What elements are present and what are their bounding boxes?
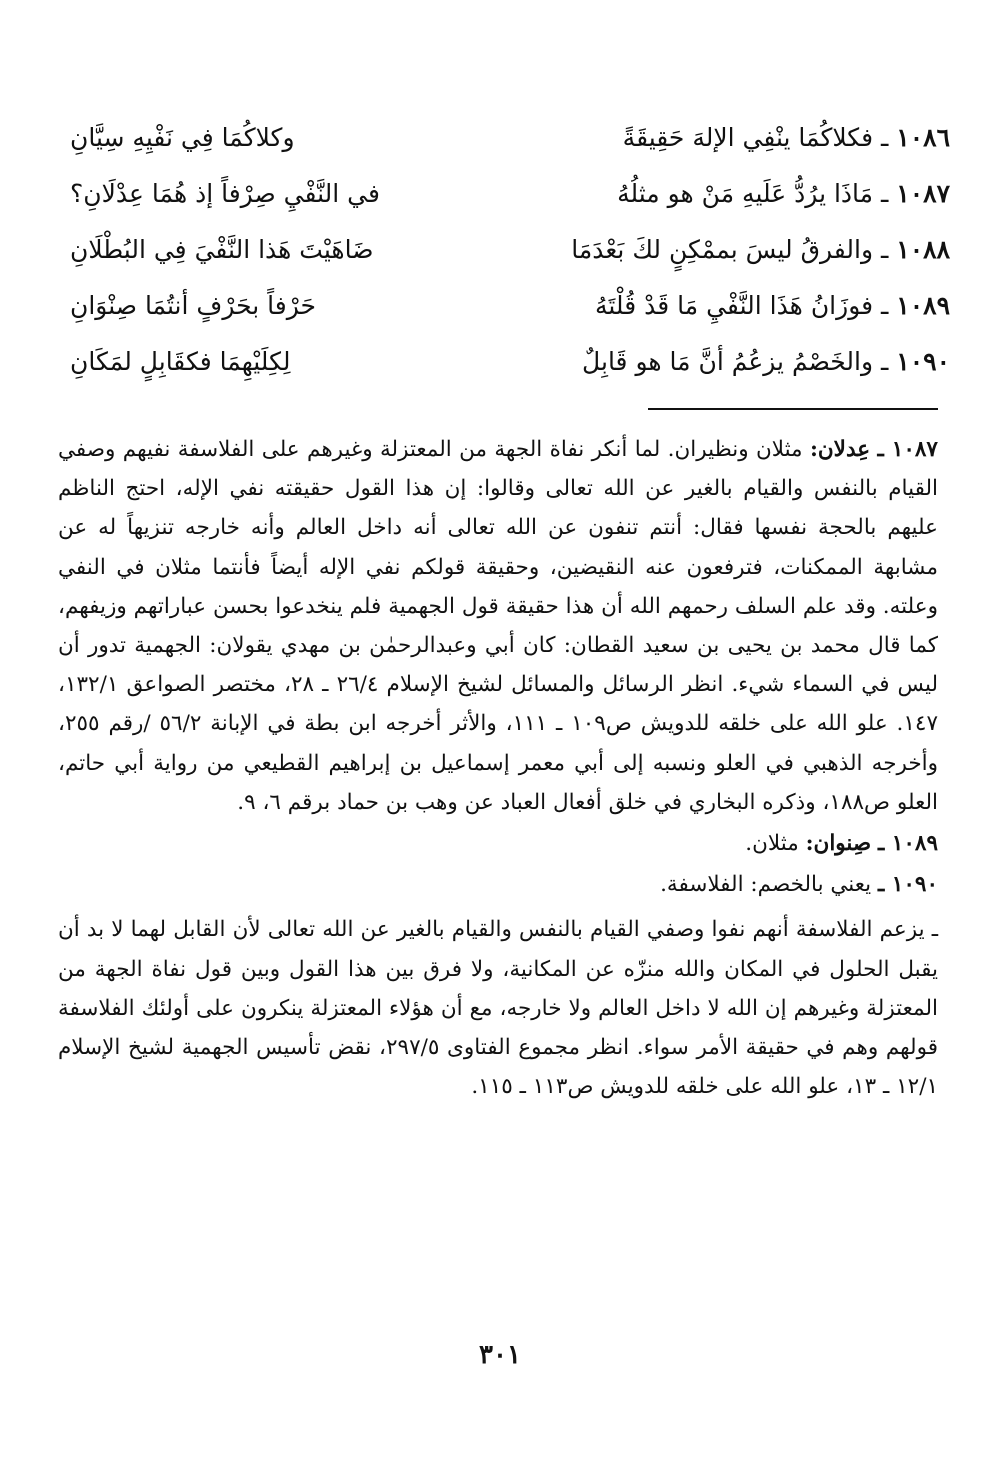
- verse-second-hemistich: لِكِلَيْهِمَا فكقَابِلٍ لمَكَانِ: [70, 347, 291, 376]
- footnote-separator: [648, 408, 938, 410]
- verse-second-hemistich: ضَاهَيْتَ هَذا النَّفْيَ فِي البُطْلَانِ: [70, 235, 374, 264]
- footnote-number: ١٠٩٠ ـ: [878, 872, 938, 898]
- verse-second-hemistich: وكلاكُمَا فِي نَفْيِهِ سِيَّانِ: [70, 123, 295, 152]
- verse-number: ١٠٨٩: [896, 291, 950, 320]
- verse-line: [70, 112, 950, 168]
- verse-line: [70, 280, 950, 336]
- footnote-text: يعني بالخصم: الفلاسفة.: [660, 872, 872, 898]
- footnote-number: ١٠٨٩ ـ: [878, 831, 938, 857]
- verse-second-hemistich: حَرْفاً بحَرْفٍ أنتُمَا صِنْوَانِ: [70, 291, 316, 320]
- verse-first-text: فكلاكُمَا ينْفِي الإلهَ حَقِيقَةً: [622, 123, 874, 152]
- verse-line: [70, 336, 950, 392]
- verse-number: ١٠٨٦: [896, 123, 950, 152]
- verse-number: ١٠٩٠: [896, 347, 950, 376]
- verse-second-hemistich: في النَّفْيِ صِرْفاً إذ هُمَا عِدْلَانِ؟: [70, 179, 380, 208]
- verse-line: [70, 224, 950, 280]
- page-number: ٣٠١: [479, 1340, 521, 1370]
- verse-number: ١٠٨٨: [896, 235, 950, 264]
- footnote: [58, 430, 938, 822]
- verse-number: ١٠٨٧: [896, 179, 950, 208]
- verse-first-text: والخَصْمُ يزعُمُ أنَّ مَا هو قَابِلٌ: [582, 347, 874, 376]
- footnote-number: ١٠٨٧ ـ: [877, 437, 938, 462]
- footnote-continuation: ـ يزعم الفلاسفة أنهم نفوا وصفي القيام بالنفس والقيام بالغير عن الله تعالى لأن القابل لهما لا بد أن يقبل الحلول في المكان والله منزّه عن المكانية، ولا فرق بين هذا القول وبين قول نفاة الجهة من المعتزلة وغيرهم إن الله لا داخل العالم ولا خارجه، مع أن هؤلاء المعتزلة ينكرون على أولئك الفلاسفة قولهم وهم في حقيقة الأمر سواء. انظر مجموع الفتاوى ٢٩٧/٥، نقض تأسيس الجهمية لشيخ الإسلام ١٢/١ ـ ١٣، علو الله على خلقه للدويش ص١١٣ ـ ١١٥.: [58, 917, 938, 1100]
- verse-block: [70, 112, 950, 392]
- footnote: [58, 824, 938, 863]
- verse-first-hemistich: ١٠٨٩ ـ فوزَانُ هَذَا النَّفْيِ مَا قَدْ قُلْتَهُ: [594, 291, 950, 320]
- footnote: [58, 865, 938, 904]
- footnotes: [58, 430, 938, 1108]
- verse-first-hemistich: ١٠٩٠ ـ والخَصْمُ يزعُمُ أنَّ مَا هو قَابِلٌ: [582, 347, 950, 376]
- footnote-term: عِدلان:: [809, 437, 871, 462]
- verse-first-text: مَاذَا يرُدُّ عَلَيهِ مَنْ هو مثلُهُ: [617, 179, 874, 208]
- verse-line: [70, 168, 950, 224]
- verse-first-hemistich: ١٠٨٧ ـ مَاذَا يرُدُّ عَلَيهِ مَنْ هو مثلُهُ: [617, 179, 950, 208]
- verse-first-hemistich: ١٠٨٨ ـ والفرقُ ليسَ بممْكِنٍ لكَ بَعْدَمَا: [571, 235, 950, 264]
- footnote-text: مثلان.: [745, 831, 799, 857]
- verse-first-hemistich: ١٠٨٦ ـ فكلاكُمَا ينْفِي الإلهَ حَقِيقَةً: [622, 123, 950, 152]
- verse-first-text: فوزَانُ هَذَا النَّفْيِ مَا قَدْ قُلْتَهُ: [594, 291, 874, 320]
- verse-first-text: والفرقُ ليسَ بممْكِنٍ لكَ بَعْدَمَا: [571, 235, 874, 264]
- footnote-text: مثلان ونظيران. لما أنكر نفاة الجهة من المعتزلة وغيرهم على الفلاسفة نفيهم وصفي القيام بالنفس والقيام بالغير عن الله تعالى وقالوا: إن هذا القول حقيقته نفي الإله، احتج الناظم عليهم بالحجة نفسها فقال: أنتم تنفون عن الله تعالى أنه داخل العالم وأنه خارجه تنزيهاً له عن مشابهة الممكنات، فترفعون عنه النقيضين، وحقيقة قولكم نفي الإله أيضاً فأنتما مثلان في النفي وعلته. وقد علم السلف رحمهم الله أن هذا حقيقة قول الجهمية فلم ينخدعوا بحسن عباراتهم وزيفهم، كما قال محمد بن يحيى بن سعيد القطان: كان أبي وعبدالرحمٰن بن مهدي يقولان: الجهمية تدور أن ليس في السماء شيء. انظر الرسائل والمسائل لشيخ الإسلام ٢٦/٤ ـ ٢٨، مختصر الصواعق ١٣٢/١، ١٤٧. علو الله على خلقه للدويش ص١٠٩ ـ ١١١، والأثر أخرجه ابن بطة في الإبانة ٥٦/٢ /رقم ٢٥٥، وأخرجه الذهبي في العلو ونسبه إلى أبي معمر إسماعيل بن إبراهيم القطيعي من رواية أبي حاتم، العلو ص١٨٨، وذكره البخاري في خلق أفعال العباد عن وهب بن حماد برقم ٦، ٩.: [58, 437, 939, 815]
- footnote-term: صِنوان:: [805, 831, 872, 857]
